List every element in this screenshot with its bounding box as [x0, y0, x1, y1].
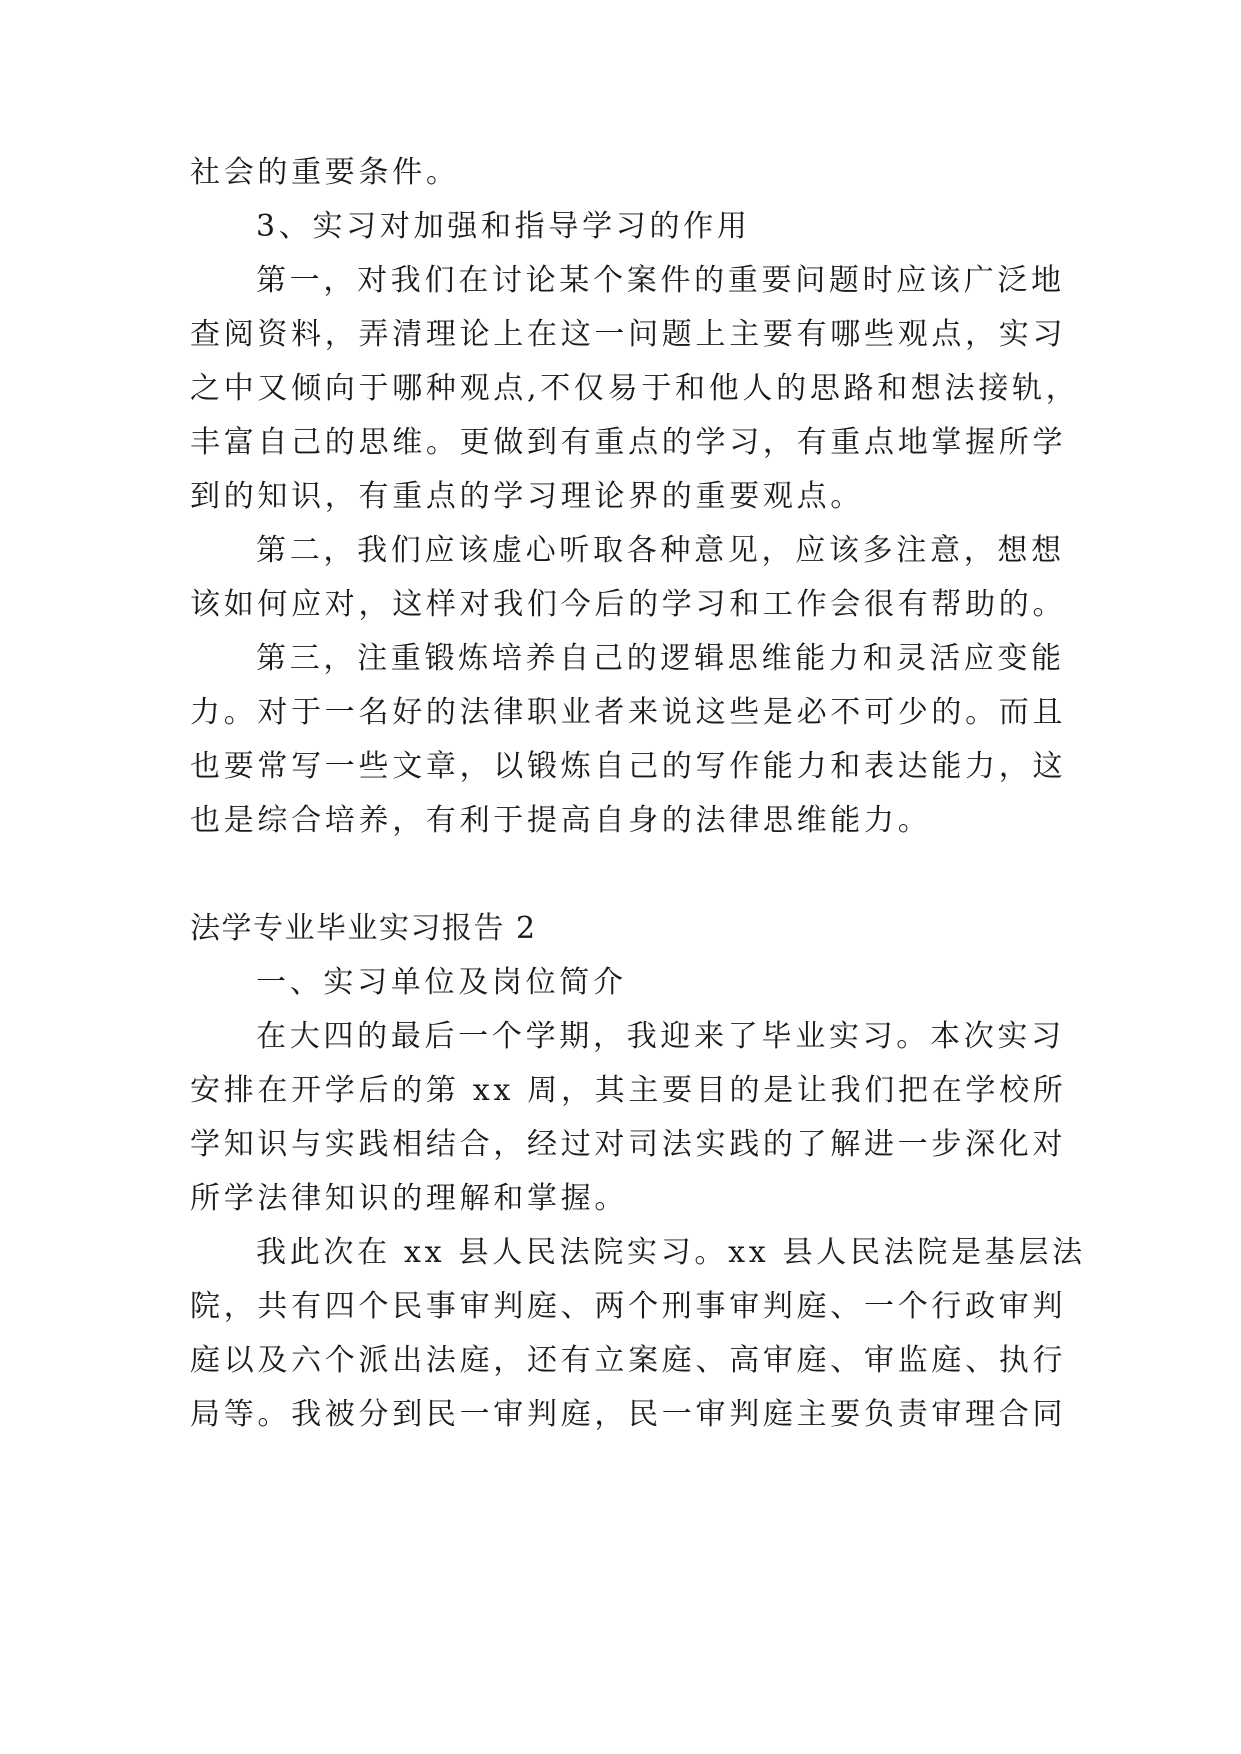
text-line: 力。对于一名好的法律职业者来说这些是必不可少的。而且 — [190, 695, 1067, 730]
text-line: 庭以及六个派出法庭，还有立案庭、高审庭、审监庭、执行 — [190, 1343, 1067, 1378]
section-subheading: 一、实习单位及岗位简介 — [256, 965, 627, 1000]
text-line: 该如何应对，这样对我们今后的学习和工作会很有帮助的。 — [190, 587, 1067, 622]
text-line: 局等。我被分到民一审判庭，民一审判庭主要负责审理合同 — [190, 1397, 1067, 1432]
text-line: 到的知识，有重点的学习理论界的重要观点。 — [190, 479, 864, 514]
text-line: 学知识与实践相结合，经过对司法实践的了解进一步深化对 — [190, 1127, 1067, 1162]
text-line: 我此次在 xx 县人民法院实习。xx 县人民法院是基层法 — [256, 1235, 1086, 1270]
section-subheading: 3、实习对加强和指导学习的作用 — [256, 209, 751, 244]
paragraph-continuation: 社会的重要条件。 — [190, 155, 460, 190]
text-line: 也是综合培养，有利于提高自身的法律思维能力。 — [190, 803, 932, 838]
text-line: 丰富自己的思维。更做到有重点的学习，有重点地掌握所学 — [190, 425, 1067, 460]
text-line: 第三，注重锻炼培养自己的逻辑思维能力和灵活应变能 — [256, 641, 1065, 676]
text-line: 也要常写一些文章，以锻炼自己的写作能力和表达能力，这 — [190, 749, 1067, 784]
text-line: 院，共有四个民事审判庭、两个刑事审判庭、一个行政审判 — [190, 1289, 1067, 1324]
text-line: 第二，我们应该虚心听取各种意见，应该多注意，想想 — [256, 533, 1065, 568]
text-line: 查阅资料，弄清理论上在这一问题上主要有哪些观点，实习 — [190, 317, 1067, 352]
text-line: 在大四的最后一个学期，我迎来了毕业实习。本次实习 — [256, 1019, 1065, 1054]
text-line: 所学法律知识的理解和掌握。 — [190, 1181, 629, 1216]
text-line: 安排在开学后的第 xx 周，其主要目的是让我们把在学校所 — [190, 1073, 1067, 1108]
text-line: 之中又倾向于哪种观点,不仅易于和他人的思路和想法接轨， — [190, 371, 1080, 406]
text-line: 第一，对我们在讨论某个案件的重要问题时应该广泛地 — [256, 263, 1065, 298]
report-title: 法学专业毕业实习报告 2 — [190, 911, 537, 946]
